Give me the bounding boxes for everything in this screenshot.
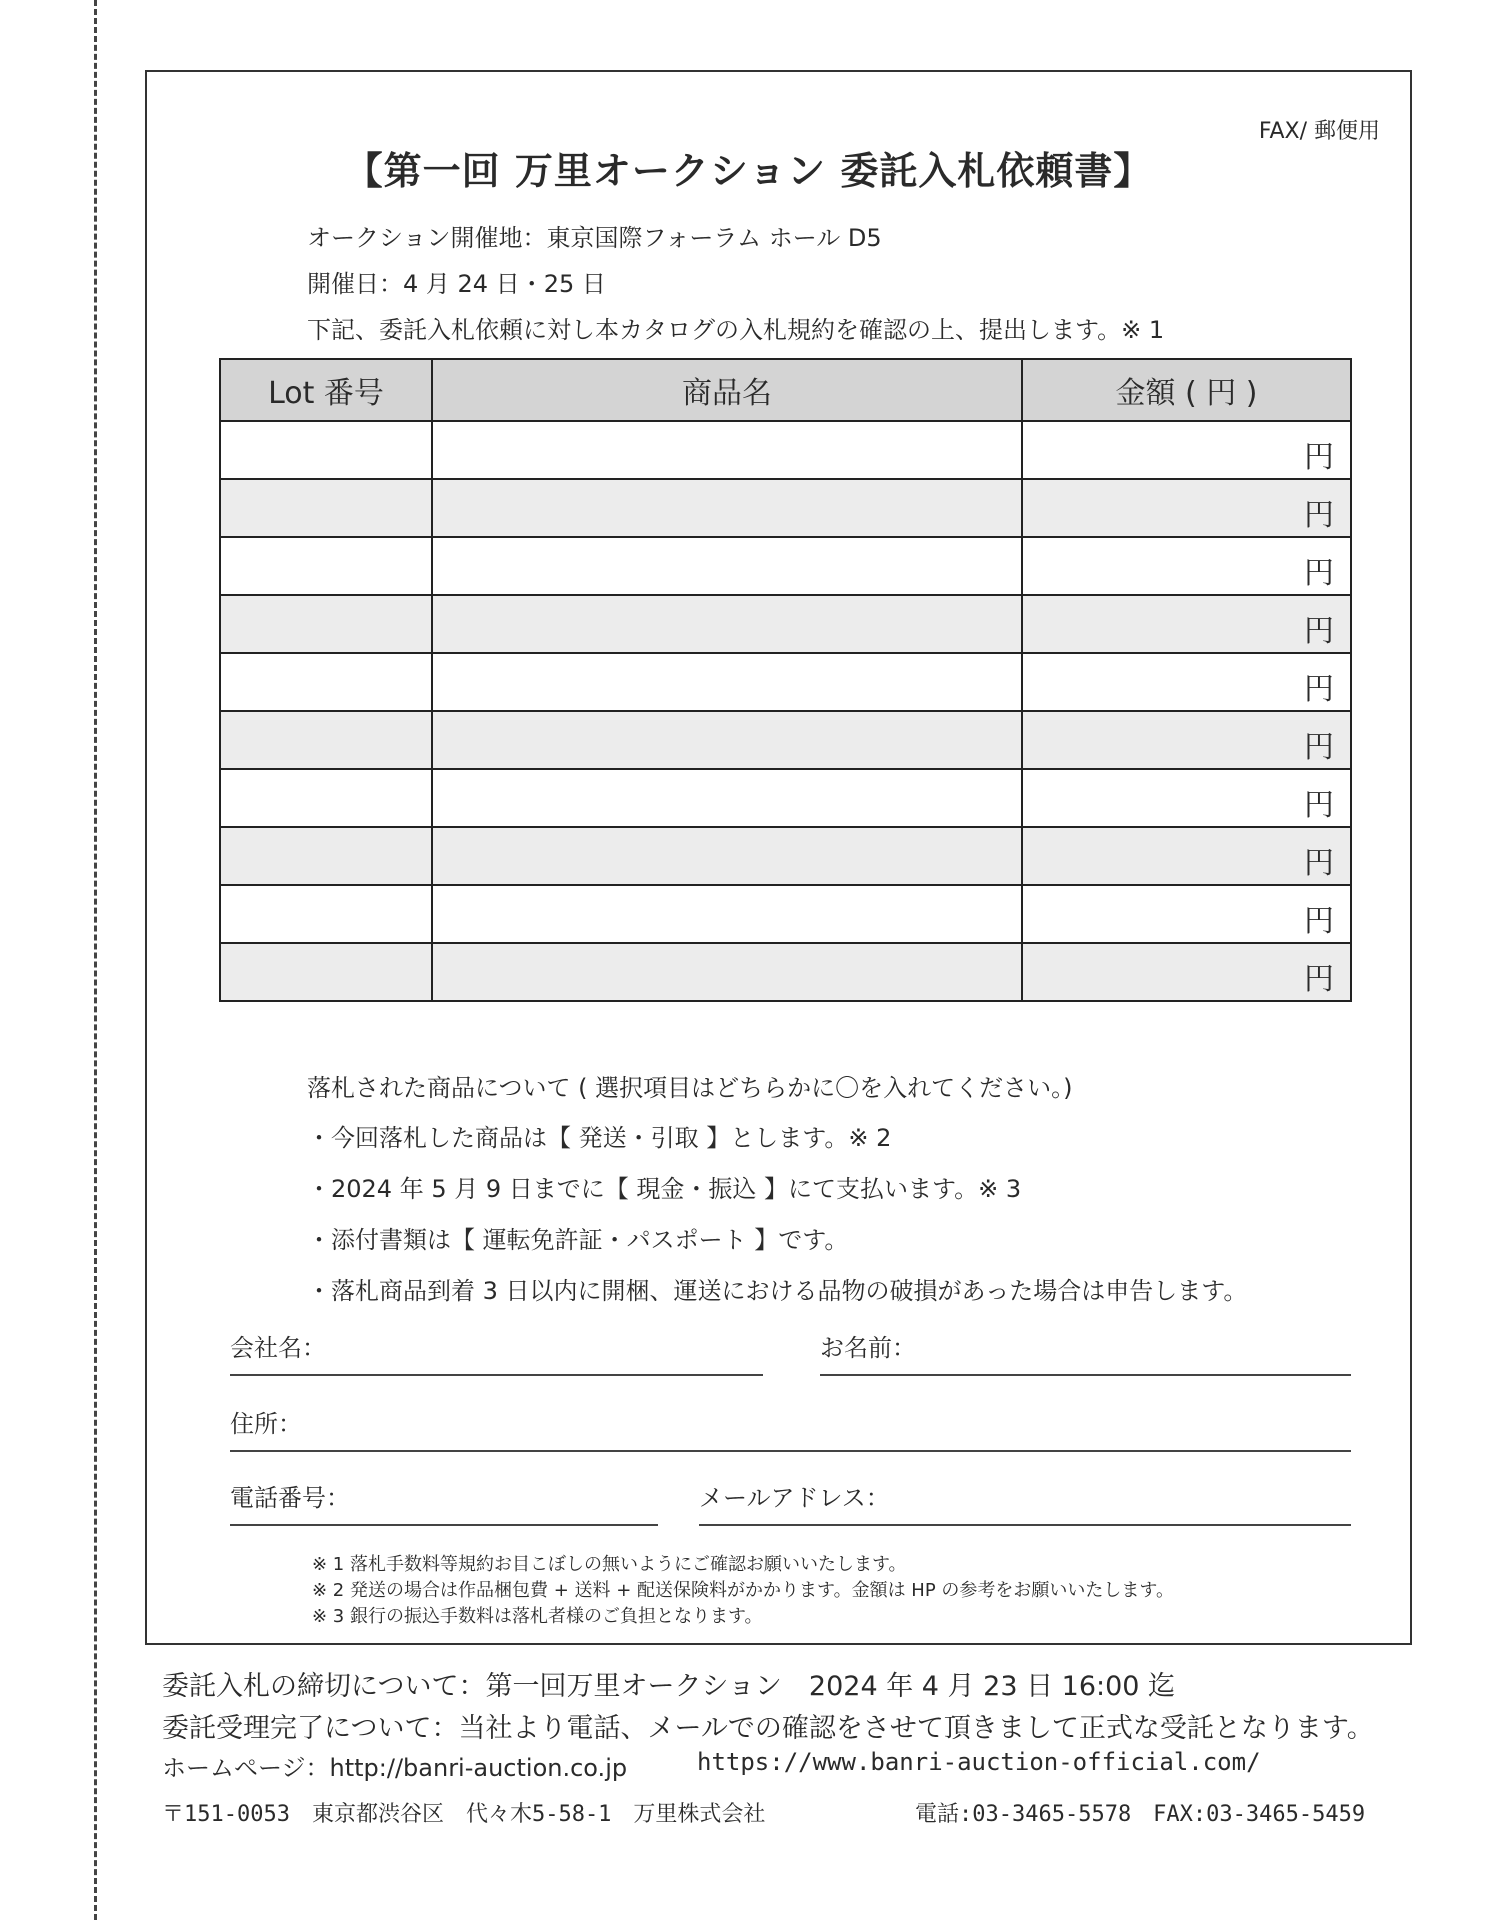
item-cell[interactable] [432, 479, 1022, 537]
venue-line: オークション開催地：東京国際フォーラム ホール D5 [307, 224, 882, 252]
name-label: お名前： [820, 1334, 916, 1362]
phone-label: 電話番号： [230, 1484, 350, 1512]
lot-cell[interactable] [220, 711, 432, 769]
yen-label: 円 [1304, 556, 1334, 591]
lot-cell[interactable] [220, 827, 432, 885]
amount-cell[interactable] [1022, 653, 1351, 711]
amount-cell[interactable] [1022, 943, 1351, 1001]
yen-label: 円 [1304, 846, 1334, 881]
yen-label: 円 [1304, 788, 1334, 823]
amount-cell[interactable] [1022, 421, 1351, 479]
name-field[interactable] [820, 1328, 1351, 1376]
item-cell[interactable] [432, 885, 1022, 943]
condition-item: ・添付書類は【 運転免許証・パスポート 】です。 [307, 1226, 849, 1254]
condition-item: ・2024 年 5 月 9 日までに【 現金・振込 】にて支払います。※ 3 [307, 1175, 1022, 1203]
deadline-note: 委託入札の締切について：第一回万里オークション 2024 年 4 月 23 日 16:00 迄 [162, 1671, 1176, 1702]
homepage-alt-link[interactable]: https://www.banri-auction-official.com/ [697, 1748, 1261, 1776]
amount-cell[interactable] [1022, 479, 1351, 537]
bid-row [220, 769, 1351, 827]
form-title: 【第一回 万里オークション 委託入札依頼書】 [344, 149, 1153, 193]
bid-row [220, 653, 1351, 711]
company-field[interactable] [230, 1328, 763, 1376]
lot-cell[interactable] [220, 421, 432, 479]
lot-cell[interactable] [220, 595, 432, 653]
bid-row [220, 595, 1351, 653]
statement-line: 下記、委託入札依頼に対し本カタログの入札規約を確認の上、提出します。※ 1 [307, 316, 1165, 344]
item-cell[interactable] [432, 769, 1022, 827]
condition-item: ・今回落札した商品は【 発送・引取 】とします。※ 2 [307, 1124, 892, 1152]
amount-cell[interactable] [1022, 595, 1351, 653]
email-field[interactable] [699, 1478, 1351, 1526]
bid-table-body [220, 421, 1351, 1001]
lot-cell[interactable] [220, 479, 432, 537]
yen-label: 円 [1304, 730, 1334, 765]
homepage-link[interactable]: ホームページ：http://banri-auction.co.jp [162, 1754, 628, 1782]
bid-form [145, 70, 1412, 1645]
conditions-heading: 落札された商品について ( 選択項目はどちらかに〇を入れてください。) [307, 1074, 1073, 1102]
yen-label: 円 [1304, 614, 1334, 649]
yen-label: 円 [1304, 962, 1334, 997]
amount-cell[interactable] [1022, 885, 1351, 943]
lot-cell[interactable] [220, 769, 432, 827]
item-cell[interactable] [432, 595, 1022, 653]
bid-row [220, 943, 1351, 1001]
company-label: 会社名： [230, 1334, 326, 1362]
confirmation-note: 委託受理完了について：当社より電話、メールでの確認をさせて頂きまして正式な受託となります。 [162, 1713, 1374, 1744]
item-cell[interactable] [432, 943, 1022, 1001]
phone-field[interactable] [230, 1478, 658, 1526]
company-address: 〒151-0053 東京都渋谷区 代々木5-58-1 万里株式会社 [162, 1802, 766, 1827]
bid-row [220, 537, 1351, 595]
item-cell[interactable] [432, 711, 1022, 769]
header-lot: Lot 番号 [220, 359, 432, 421]
amount-cell[interactable] [1022, 769, 1351, 827]
item-cell[interactable] [432, 827, 1022, 885]
yen-label: 円 [1304, 672, 1334, 707]
bid-row [220, 711, 1351, 769]
bid-row [220, 421, 1351, 479]
bid-table [219, 358, 1352, 1002]
yen-label: 円 [1304, 498, 1334, 533]
condition-item: ・落札商品到着 3 日以内に開梱、運送における品物の破損があった場合は申告します。 [307, 1277, 1248, 1305]
footnote: ※ 3 銀行の振込手数料は落札者様のご負担となります。 [312, 1606, 763, 1627]
yen-label: 円 [1304, 904, 1334, 939]
lot-cell[interactable] [220, 885, 432, 943]
cut-line [94, 0, 97, 1920]
bid-row [220, 479, 1351, 537]
yen-label: 円 [1304, 440, 1334, 475]
item-cell[interactable] [432, 653, 1022, 711]
footnote: ※ 2 発送の場合は作品梱包費 + 送料 + 配送保険料がかかります。金額は HP の参考をお願いいたします。 [312, 1580, 1174, 1601]
amount-cell[interactable] [1022, 827, 1351, 885]
header-amount: 金額 ( 円 ) [1022, 359, 1351, 421]
company-contact: 電話:03-3465-5578 FAX:03-3465-5459 [915, 1802, 1366, 1827]
amount-cell[interactable] [1022, 537, 1351, 595]
bid-row [220, 885, 1351, 943]
item-cell[interactable] [432, 537, 1022, 595]
footnote: ※ 1 落札手数料等規約お目こぼしの無いようにご確認お願いいたします。 [312, 1554, 907, 1575]
lot-cell[interactable] [220, 943, 432, 1001]
header-item: 商品名 [432, 359, 1022, 421]
bid-row [220, 827, 1351, 885]
lot-cell[interactable] [220, 653, 432, 711]
address-field[interactable] [230, 1404, 1351, 1452]
fax-note: FAX/ 郵便用 [1258, 119, 1380, 144]
item-cell[interactable] [432, 421, 1022, 479]
footnotes [312, 1552, 1174, 1630]
bid-table-header [220, 359, 1351, 421]
email-label: メールアドレス： [699, 1484, 890, 1512]
lot-cell[interactable] [220, 537, 432, 595]
address-label: 住所： [230, 1410, 302, 1438]
dates-line: 開催日：4 月 24 日・25 日 [307, 270, 606, 298]
amount-cell[interactable] [1022, 711, 1351, 769]
